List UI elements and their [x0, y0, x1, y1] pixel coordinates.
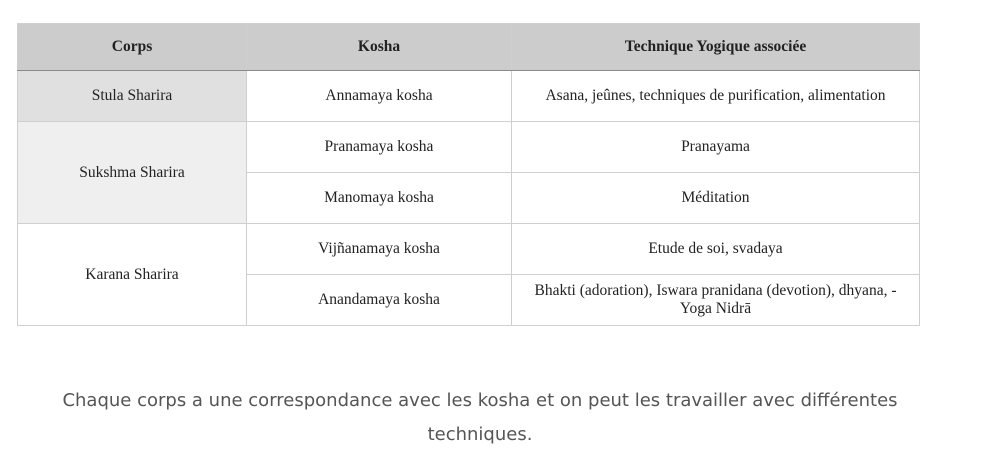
table-row — [18, 224, 920, 275]
technique-cell: Bhakti (adoration), Iswara pranidana (devotion), dhyana, - Yoga Nidrā — [512, 275, 920, 326]
corps-cell: Stula Sharira — [18, 71, 247, 122]
corps-cell: Karana Sharira — [18, 224, 247, 326]
technique-cell: Etude de soi, svadaya — [512, 224, 920, 275]
header-corps: Corps — [18, 24, 247, 71]
kosha-cell: Annamaya kosha — [247, 71, 512, 122]
header-kosha: Kosha — [247, 24, 512, 71]
kosha-table-container — [17, 23, 919, 326]
technique-cell: Pranayama — [512, 122, 920, 173]
header-technique: Technique Yogique associée — [512, 24, 920, 71]
table-row — [18, 122, 920, 173]
kosha-cell: Anandamaya kosha — [247, 275, 512, 326]
kosha-table — [17, 23, 920, 326]
technique-cell: Asana, jeûnes, techniques de purification, alimentation — [512, 71, 920, 122]
technique-cell: Méditation — [512, 173, 920, 224]
table-header-row — [18, 24, 920, 71]
table-row — [18, 71, 920, 122]
corps-cell: Sukshma Sharira — [18, 122, 247, 224]
table-caption: Chaque corps a une correspondance avec les kosha et on peut les travailler avec différentes techniques. — [62, 390, 898, 445]
kosha-cell: Pranamaya kosha — [247, 122, 512, 173]
kosha-cell: Vijñanamaya kosha — [247, 224, 512, 275]
kosha-cell: Manomaya kosha — [247, 173, 512, 224]
